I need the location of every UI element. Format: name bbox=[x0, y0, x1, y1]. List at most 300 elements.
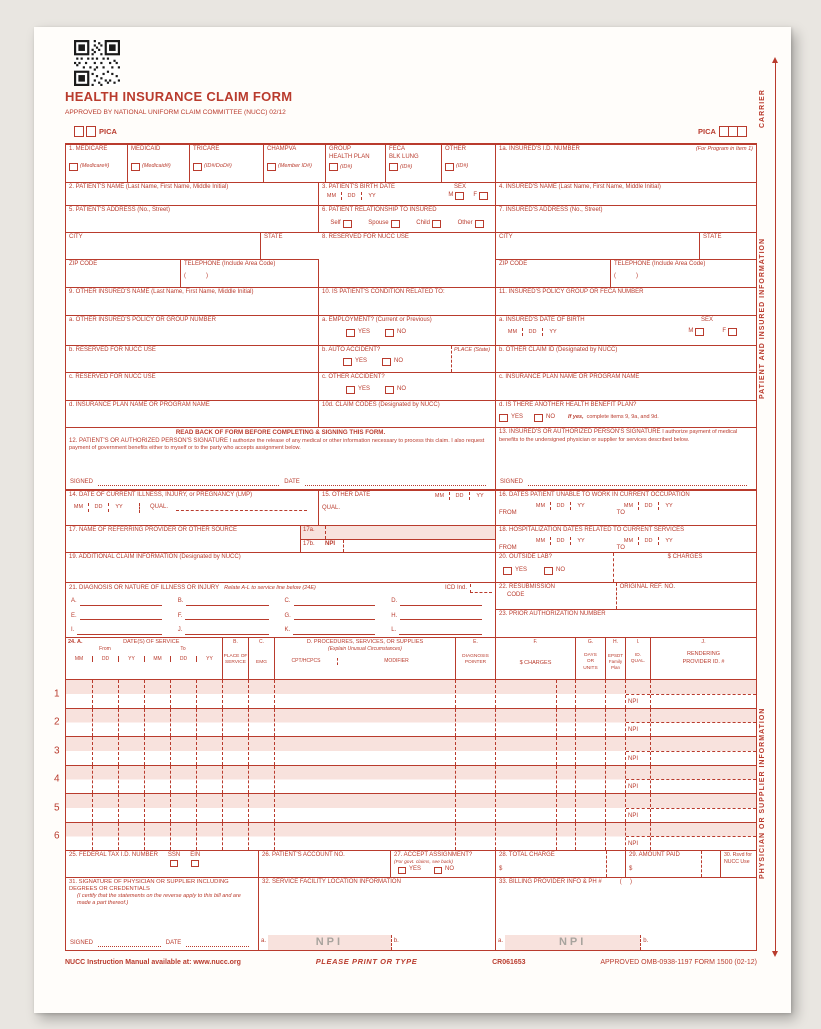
field-9c-reserved[interactable] bbox=[66, 373, 319, 400]
checkbox-other-plan-no[interactable] bbox=[534, 414, 543, 422]
service-cell[interactable] bbox=[222, 823, 248, 851]
diagnosis-slot[interactable] bbox=[178, 613, 269, 621]
patient-city-zip-stack bbox=[66, 233, 319, 287]
yy-label: YY bbox=[115, 504, 123, 511]
diagnosis-slot[interactable] bbox=[285, 598, 376, 606]
service-line-row-2[interactable] bbox=[54, 709, 756, 738]
service-cell[interactable] bbox=[605, 680, 625, 708]
service-cell[interactable] bbox=[196, 823, 222, 851]
field-9d-insurance-plan[interactable] bbox=[66, 401, 319, 427]
service-cell[interactable] bbox=[248, 709, 274, 737]
checkbox-other-plan-yes[interactable] bbox=[499, 414, 508, 422]
col-j-line2: PROVIDER ID. # bbox=[682, 658, 725, 665]
program-tricare-cell bbox=[190, 145, 264, 182]
pica-checkbox[interactable] bbox=[74, 126, 84, 137]
male-label: M bbox=[688, 328, 694, 334]
service-cell[interactable] bbox=[144, 709, 170, 737]
yy-label: YY bbox=[549, 328, 557, 335]
field-9-other-insured-name[interactable] bbox=[66, 288, 319, 315]
service-cell[interactable] bbox=[495, 680, 575, 708]
checkbox-accept-no[interactable] bbox=[434, 867, 442, 874]
program-medicare-cell bbox=[66, 145, 128, 182]
service-cell[interactable] bbox=[455, 794, 495, 822]
field-9c-label: c. RESERVED FOR NUCC USE bbox=[69, 374, 156, 380]
field-5-patient-address[interactable] bbox=[66, 206, 319, 232]
service-cell-id-qual[interactable] bbox=[625, 794, 650, 822]
field-1a-insured-id[interactable] bbox=[496, 145, 756, 182]
service-cell[interactable] bbox=[575, 737, 605, 765]
checkbox-employment-no[interactable] bbox=[385, 329, 394, 337]
field-14-label: 14. DATE OF CURRENT ILLNESS, INJURY, or PREGNANCY (LMP) bbox=[69, 492, 253, 498]
field-17b-label: 17b. bbox=[303, 540, 315, 547]
diagnosis-slot[interactable] bbox=[71, 598, 162, 606]
service-cell[interactable] bbox=[495, 794, 575, 822]
service-cell-rendering-provider[interactable] bbox=[650, 737, 756, 765]
service-cell[interactable] bbox=[118, 737, 144, 765]
service-cell[interactable] bbox=[248, 794, 274, 822]
sex-label: SEX bbox=[453, 184, 466, 190]
service-line-row-4[interactable] bbox=[54, 766, 756, 795]
no-label: NO bbox=[556, 566, 566, 573]
service-cell[interactable] bbox=[66, 794, 92, 822]
field-25-federal-tax-id[interactable] bbox=[66, 851, 259, 877]
mm-label: MM bbox=[322, 192, 342, 200]
field-21-label: 21. DIAGNOSIS OR NATURE OF ILLNESS OR INJURY bbox=[69, 584, 220, 591]
service-cell-rendering-provider[interactable] bbox=[650, 766, 756, 794]
state-label: STATE bbox=[264, 234, 283, 240]
service-cell[interactable] bbox=[575, 709, 605, 737]
field-11d-other-plan bbox=[496, 401, 756, 427]
yes-label: YES bbox=[511, 413, 524, 420]
diagnosis-slot[interactable] bbox=[178, 598, 269, 606]
service-cell-id-qual[interactable] bbox=[625, 823, 650, 851]
dd-label: DD bbox=[92, 656, 118, 662]
service-cell[interactable] bbox=[222, 709, 248, 737]
please-print-note: PLEASE PRINT OR TYPE bbox=[315, 957, 418, 966]
zip-label: ZIP CODE bbox=[499, 261, 528, 267]
checkbox-insured-sex-male[interactable] bbox=[695, 328, 704, 336]
field-18-hospitalization-dates[interactable] bbox=[496, 526, 756, 552]
field-32a-npi-box[interactable] bbox=[268, 935, 391, 950]
field-8-reserved[interactable] bbox=[319, 233, 496, 287]
signature-line[interactable] bbox=[98, 941, 161, 947]
service-cell[interactable] bbox=[274, 794, 455, 822]
checkbox-auto-accident-yes[interactable] bbox=[343, 358, 352, 366]
service-cell[interactable] bbox=[170, 737, 196, 765]
service-cell-rendering-provider[interactable] bbox=[650, 794, 756, 822]
service-cell-rendering-provider[interactable] bbox=[650, 823, 756, 851]
service-cell[interactable] bbox=[118, 794, 144, 822]
signature-line[interactable] bbox=[98, 480, 279, 486]
service-line-row-6[interactable] bbox=[54, 823, 756, 852]
service-cell[interactable] bbox=[222, 680, 248, 708]
service-cell[interactable] bbox=[455, 709, 495, 737]
service-cell[interactable] bbox=[196, 794, 222, 822]
checkbox-insured-sex-female[interactable] bbox=[728, 328, 737, 336]
field-6-relationship bbox=[319, 206, 496, 232]
service-cell[interactable] bbox=[274, 680, 455, 708]
service-cell[interactable] bbox=[92, 823, 118, 851]
field-10a-label: a. EMPLOYMENT? (Current or Previous) bbox=[322, 317, 432, 323]
service-line-row-1[interactable] bbox=[54, 680, 756, 709]
field-33-billing-provider[interactable] bbox=[496, 878, 756, 950]
checkbox-outside-lab-no[interactable] bbox=[544, 567, 553, 575]
service-cell[interactable] bbox=[495, 737, 575, 765]
checkbox-ein[interactable] bbox=[191, 860, 199, 867]
patient-state-cell[interactable] bbox=[261, 233, 319, 259]
checkbox-feca[interactable] bbox=[389, 163, 398, 171]
field-7-insured-address[interactable] bbox=[496, 206, 756, 232]
original-ref-area[interactable] bbox=[616, 583, 756, 609]
field-10d-label: 10d. CLAIM CODES (Designated by NUCC) bbox=[322, 402, 440, 408]
col-g-line2: OR bbox=[586, 659, 595, 665]
service-cell[interactable] bbox=[92, 737, 118, 765]
diag-letter: L. bbox=[391, 627, 397, 633]
service-cell[interactable] bbox=[575, 823, 605, 851]
patient-signature-line bbox=[70, 479, 491, 487]
patient-city-cell[interactable] bbox=[66, 233, 261, 259]
service-cell-id-qual[interactable] bbox=[625, 709, 650, 737]
npi-watermark: NPI bbox=[558, 935, 587, 948]
service-cell[interactable] bbox=[92, 766, 118, 794]
service-cell[interactable] bbox=[118, 766, 144, 794]
program-label: CHAMPVA bbox=[267, 146, 297, 152]
service-cell[interactable] bbox=[248, 823, 274, 851]
col-b-line2: SERVICE bbox=[225, 660, 246, 666]
service-cell[interactable] bbox=[455, 823, 495, 851]
service-cell[interactable] bbox=[66, 709, 92, 737]
qual-label: QUAL. bbox=[150, 503, 169, 510]
place-state-label: PLACE (State) bbox=[454, 347, 491, 353]
field-33a-npi-box[interactable] bbox=[505, 935, 640, 950]
service-cell[interactable] bbox=[605, 823, 625, 851]
field-9-label: 9. OTHER INSURED'S NAME (Last Name, First Name, Middle Initial) bbox=[69, 289, 254, 295]
service-cell[interactable] bbox=[455, 766, 495, 794]
field-33-npi-strip bbox=[496, 935, 756, 950]
date-line[interactable] bbox=[186, 941, 249, 947]
field-9a-label: a. OTHER INSURED'S POLICY OR GROUP NUMBER bbox=[69, 317, 216, 323]
service-cell[interactable] bbox=[495, 766, 575, 794]
field-11-label: 11. INSURED'S POLICY GROUP OR FECA NUMBER bbox=[499, 289, 644, 295]
city-label: CITY bbox=[69, 234, 83, 240]
col-h-line1: EPSDT bbox=[607, 652, 623, 658]
service-cell[interactable] bbox=[222, 794, 248, 822]
field-17-referring-provider[interactable] bbox=[66, 526, 301, 552]
a-label: a. bbox=[498, 938, 504, 944]
col-a-number: 24. A. bbox=[68, 639, 83, 645]
service-cell[interactable] bbox=[66, 737, 92, 765]
field-25-label: 25. FEDERAL TAX I.D. NUMBER bbox=[69, 852, 158, 858]
checkbox-ssn[interactable] bbox=[170, 860, 178, 867]
diag-letter: C. bbox=[284, 598, 291, 604]
checkbox-outside-lab-yes[interactable] bbox=[503, 567, 512, 575]
phone-parens: ( ) bbox=[614, 272, 638, 279]
diagnosis-slot[interactable] bbox=[71, 613, 162, 621]
service-cell[interactable] bbox=[274, 766, 455, 794]
field-29-amount-paid[interactable] bbox=[626, 851, 721, 877]
col-e-header bbox=[455, 638, 495, 679]
field-11b-other-claim-id[interactable] bbox=[496, 346, 756, 372]
insured-phone-cell[interactable] bbox=[611, 260, 756, 287]
col-d-line1: (Explain Unusual Circumstances) bbox=[328, 646, 402, 653]
field-16-unable-to-work[interactable] bbox=[496, 491, 756, 525]
service-cell[interactable] bbox=[248, 737, 274, 765]
col-h-line2: Family bbox=[608, 658, 623, 664]
service-cell[interactable] bbox=[274, 823, 455, 851]
checkbox-medicaid[interactable] bbox=[131, 163, 140, 171]
field-23-prior-authorization[interactable] bbox=[496, 610, 756, 637]
service-cell[interactable] bbox=[66, 680, 92, 708]
date-ticks bbox=[322, 192, 382, 200]
field-11c-insurance-plan[interactable] bbox=[496, 373, 756, 400]
field-17a-value-area[interactable] bbox=[325, 526, 495, 539]
service-cell[interactable] bbox=[144, 737, 170, 765]
patient-zip-cell[interactable] bbox=[66, 260, 181, 287]
phone-parens: ( ) bbox=[184, 272, 208, 279]
diag-letter: J. bbox=[177, 627, 183, 633]
omb-approval-note: APPROVED OMB-0938-1197 FORM 1500 (02-12) bbox=[600, 959, 757, 966]
checkbox-tricare[interactable] bbox=[193, 163, 202, 171]
field-1a-label: 1a. INSURED'S I.D. NUMBER bbox=[499, 146, 580, 152]
field-12-label: 12. PATIENT'S OR AUTHORIZED PERSON'S SIGNATURE bbox=[69, 437, 228, 444]
checkbox-relationship-self[interactable] bbox=[343, 220, 352, 228]
pica-checkbox[interactable] bbox=[86, 126, 96, 137]
no-label: NO bbox=[546, 413, 556, 420]
field-2-patient-name[interactable] bbox=[66, 183, 319, 205]
checkbox-medicare[interactable] bbox=[69, 163, 78, 171]
checkbox-accept-yes[interactable] bbox=[398, 867, 406, 874]
field-11a-label: a. INSURED'S DATE OF BIRTH bbox=[499, 317, 585, 323]
field-20-label: 20. OUTSIDE LAB? bbox=[499, 554, 553, 560]
service-cell[interactable] bbox=[605, 794, 625, 822]
program-label: TRICARE bbox=[193, 146, 220, 152]
mm-label: MM bbox=[531, 537, 551, 545]
field-9b-reserved[interactable] bbox=[66, 346, 319, 372]
service-cell[interactable] bbox=[92, 709, 118, 737]
row-sub-d bbox=[66, 401, 756, 428]
field-28-total-charge[interactable] bbox=[496, 851, 626, 877]
service-cell[interactable] bbox=[222, 737, 248, 765]
service-cell[interactable] bbox=[196, 766, 222, 794]
service-cell[interactable] bbox=[575, 766, 605, 794]
field-33b-area[interactable] bbox=[650, 935, 756, 950]
service-cell[interactable] bbox=[455, 680, 495, 708]
field-3-birth-date[interactable] bbox=[319, 183, 496, 205]
service-cell[interactable] bbox=[170, 823, 196, 851]
field-11-policy-group[interactable] bbox=[496, 288, 756, 315]
checkbox-auto-accident-no[interactable] bbox=[382, 358, 391, 366]
diagnosis-slot[interactable] bbox=[391, 598, 482, 606]
row-dates bbox=[66, 491, 756, 526]
service-cell[interactable] bbox=[144, 766, 170, 794]
service-line-row-3[interactable] bbox=[54, 737, 756, 766]
yy-label: YY bbox=[577, 537, 585, 544]
service-cell[interactable] bbox=[66, 766, 92, 794]
service-cell[interactable] bbox=[575, 794, 605, 822]
field-19-additional-claim-info[interactable] bbox=[66, 553, 496, 582]
form-approved-line: APPROVED BY NATIONAL UNIFORM CLAIM COMMITTEE (NUCC) 02/12 bbox=[65, 109, 286, 116]
service-cell[interactable] bbox=[222, 766, 248, 794]
insured-city-cell[interactable] bbox=[496, 233, 700, 259]
field-30-reserved[interactable] bbox=[721, 851, 756, 877]
service-cell[interactable] bbox=[605, 766, 625, 794]
service-cell-id-qual[interactable] bbox=[625, 680, 650, 708]
dd-label: DD bbox=[170, 656, 196, 662]
service-cell[interactable] bbox=[248, 680, 274, 708]
service-cell-id-qual[interactable] bbox=[625, 766, 650, 794]
service-cell[interactable] bbox=[274, 737, 455, 765]
insured-state-cell[interactable] bbox=[700, 233, 756, 259]
signature-line[interactable] bbox=[528, 480, 747, 486]
date-line[interactable] bbox=[305, 480, 486, 486]
field-10d-claim-codes[interactable] bbox=[319, 401, 496, 427]
col-g-header bbox=[575, 638, 605, 679]
col-c-header bbox=[248, 638, 274, 679]
charges-label: $ CHARGES bbox=[667, 554, 703, 560]
pica-checkbox[interactable] bbox=[737, 126, 747, 137]
diagnosis-slot[interactable] bbox=[71, 627, 162, 635]
place-state-cell[interactable] bbox=[451, 346, 495, 372]
service-cell[interactable] bbox=[118, 709, 144, 737]
form-title: HEALTH INSURANCE CLAIM FORM bbox=[65, 89, 293, 104]
checkbox-relationship-other[interactable] bbox=[475, 220, 484, 228]
service-line-row-5[interactable] bbox=[54, 794, 756, 823]
col-f-header bbox=[495, 638, 575, 679]
checkbox-other-program[interactable] bbox=[445, 163, 454, 171]
program-sub: (ID#/DoD#) bbox=[204, 163, 232, 170]
col-e-line2: POINTER bbox=[464, 660, 487, 666]
diag-letter: I. bbox=[71, 627, 75, 633]
qr-code bbox=[74, 40, 120, 86]
service-cell[interactable] bbox=[144, 823, 170, 851]
pica-left bbox=[74, 126, 117, 137]
checkbox-employment-yes[interactable] bbox=[346, 329, 355, 337]
checkbox-champva[interactable] bbox=[267, 163, 276, 171]
service-cell[interactable] bbox=[248, 766, 274, 794]
service-cell[interactable] bbox=[196, 680, 222, 708]
service-cell[interactable] bbox=[170, 680, 196, 708]
row-referring-provider bbox=[66, 526, 756, 553]
col-i-line1: ID. bbox=[634, 652, 642, 658]
checkbox-relationship-child[interactable] bbox=[432, 220, 441, 228]
carrier-sidebar-label: CARRIER bbox=[759, 89, 766, 129]
service-cell[interactable] bbox=[144, 680, 170, 708]
field-17b-value-area[interactable] bbox=[343, 540, 495, 553]
city-label: CITY bbox=[499, 234, 513, 240]
checkbox-other-accident-yes[interactable] bbox=[346, 386, 355, 394]
field-13-insured-signature bbox=[496, 428, 756, 489]
field-9a-policy-number[interactable] bbox=[66, 316, 319, 345]
diag-letter: B. bbox=[177, 598, 184, 604]
service-cell[interactable] bbox=[196, 737, 222, 765]
diag-letter: E. bbox=[71, 612, 77, 619]
service-cell[interactable] bbox=[66, 823, 92, 851]
program-sub: (Medicare#) bbox=[80, 163, 110, 170]
checkbox-group-health-plan[interactable] bbox=[329, 163, 338, 171]
field-17b-row[interactable] bbox=[301, 540, 495, 553]
row-sub-b bbox=[66, 346, 756, 373]
field-32-service-facility[interactable] bbox=[259, 878, 496, 950]
icd-ind-box[interactable] bbox=[470, 584, 492, 593]
service-cell[interactable] bbox=[495, 823, 575, 851]
checkbox-other-accident-no[interactable] bbox=[385, 386, 394, 394]
service-cell[interactable] bbox=[274, 709, 455, 737]
service-cell[interactable] bbox=[495, 709, 575, 737]
col-a-header bbox=[66, 638, 222, 679]
date-ticks bbox=[69, 503, 129, 511]
female-label: F bbox=[473, 192, 477, 198]
diagnosis-slot[interactable] bbox=[391, 613, 482, 621]
field-22-resubmission[interactable] bbox=[496, 583, 756, 610]
field-17a-row[interactable] bbox=[301, 526, 495, 540]
field-4-insured-name[interactable] bbox=[496, 183, 756, 205]
service-cell[interactable] bbox=[605, 709, 625, 737]
service-cell[interactable] bbox=[196, 709, 222, 737]
dd-label: DD bbox=[450, 492, 470, 500]
field-32-label: 32. SERVICE FACILITY LOCATION INFORMATION bbox=[262, 879, 401, 885]
field-22-label: 22. RESUBMISSION bbox=[499, 584, 556, 590]
service-cell[interactable] bbox=[170, 794, 196, 822]
date-label: DATE bbox=[284, 478, 300, 485]
service-line-number: 1 bbox=[54, 688, 60, 700]
if-yes-note: complete items 9, 9a, and 9d. bbox=[586, 414, 659, 421]
field-15-other-date[interactable] bbox=[319, 491, 496, 525]
insured-zip-cell[interactable] bbox=[496, 260, 611, 287]
diagnosis-slot[interactable] bbox=[285, 627, 376, 635]
spouse-label: Spouse bbox=[368, 219, 389, 226]
checkbox-relationship-spouse[interactable] bbox=[391, 220, 400, 228]
diagnosis-slot[interactable] bbox=[391, 627, 482, 635]
service-cell[interactable] bbox=[144, 794, 170, 822]
diagnosis-slot[interactable] bbox=[285, 613, 376, 621]
service-cell[interactable] bbox=[170, 766, 196, 794]
field-26-patient-account[interactable] bbox=[259, 851, 391, 877]
col-b-number: B. bbox=[233, 639, 238, 645]
service-cell-id-qual[interactable] bbox=[625, 737, 650, 765]
yy-label: YY bbox=[476, 493, 484, 499]
field-21-diagnosis bbox=[66, 583, 496, 637]
field-11a-insured-birth-date[interactable] bbox=[496, 316, 756, 345]
row-city-zip bbox=[66, 233, 756, 288]
field-19-label: 19. ADDITIONAL CLAIM INFORMATION (Designated by NUCC) bbox=[69, 554, 241, 560]
service-cell[interactable] bbox=[170, 709, 196, 737]
field-32b-area[interactable] bbox=[401, 935, 495, 950]
mm-label: MM bbox=[531, 502, 551, 510]
service-cell[interactable] bbox=[92, 794, 118, 822]
checkbox-sex-female[interactable] bbox=[479, 192, 488, 200]
checkbox-sex-male[interactable] bbox=[455, 192, 464, 200]
form-code: CR061653 bbox=[492, 959, 526, 966]
service-cell[interactable] bbox=[605, 737, 625, 765]
field-20-charges-area[interactable] bbox=[613, 553, 756, 582]
field-6-label: 6. PATIENT RELATIONSHIP TO INSURED bbox=[322, 207, 437, 213]
service-cell[interactable] bbox=[455, 737, 495, 765]
field-31-note: (I certify that the statements on the reverse apply to this bill and are made a part thereof.) bbox=[77, 893, 241, 907]
service-cell[interactable] bbox=[92, 680, 118, 708]
patient-phone-cell[interactable] bbox=[181, 260, 319, 287]
service-cell[interactable] bbox=[118, 823, 144, 851]
service-cell-rendering-provider[interactable] bbox=[650, 709, 756, 737]
field-27-note: (For govt. claims, see back) bbox=[394, 859, 453, 865]
modifier-label: MODIFIER bbox=[337, 658, 455, 665]
service-cell[interactable] bbox=[118, 680, 144, 708]
diagnosis-slot[interactable] bbox=[178, 627, 269, 635]
field-11d-label: d. IS THERE ANOTHER HEALTH BENEFIT PLAN? bbox=[499, 402, 637, 408]
service-cell[interactable] bbox=[575, 680, 605, 708]
yy-label: YY bbox=[118, 656, 144, 662]
field-14-current-illness-date[interactable] bbox=[66, 491, 319, 525]
service-cell-rendering-provider[interactable] bbox=[650, 680, 756, 708]
